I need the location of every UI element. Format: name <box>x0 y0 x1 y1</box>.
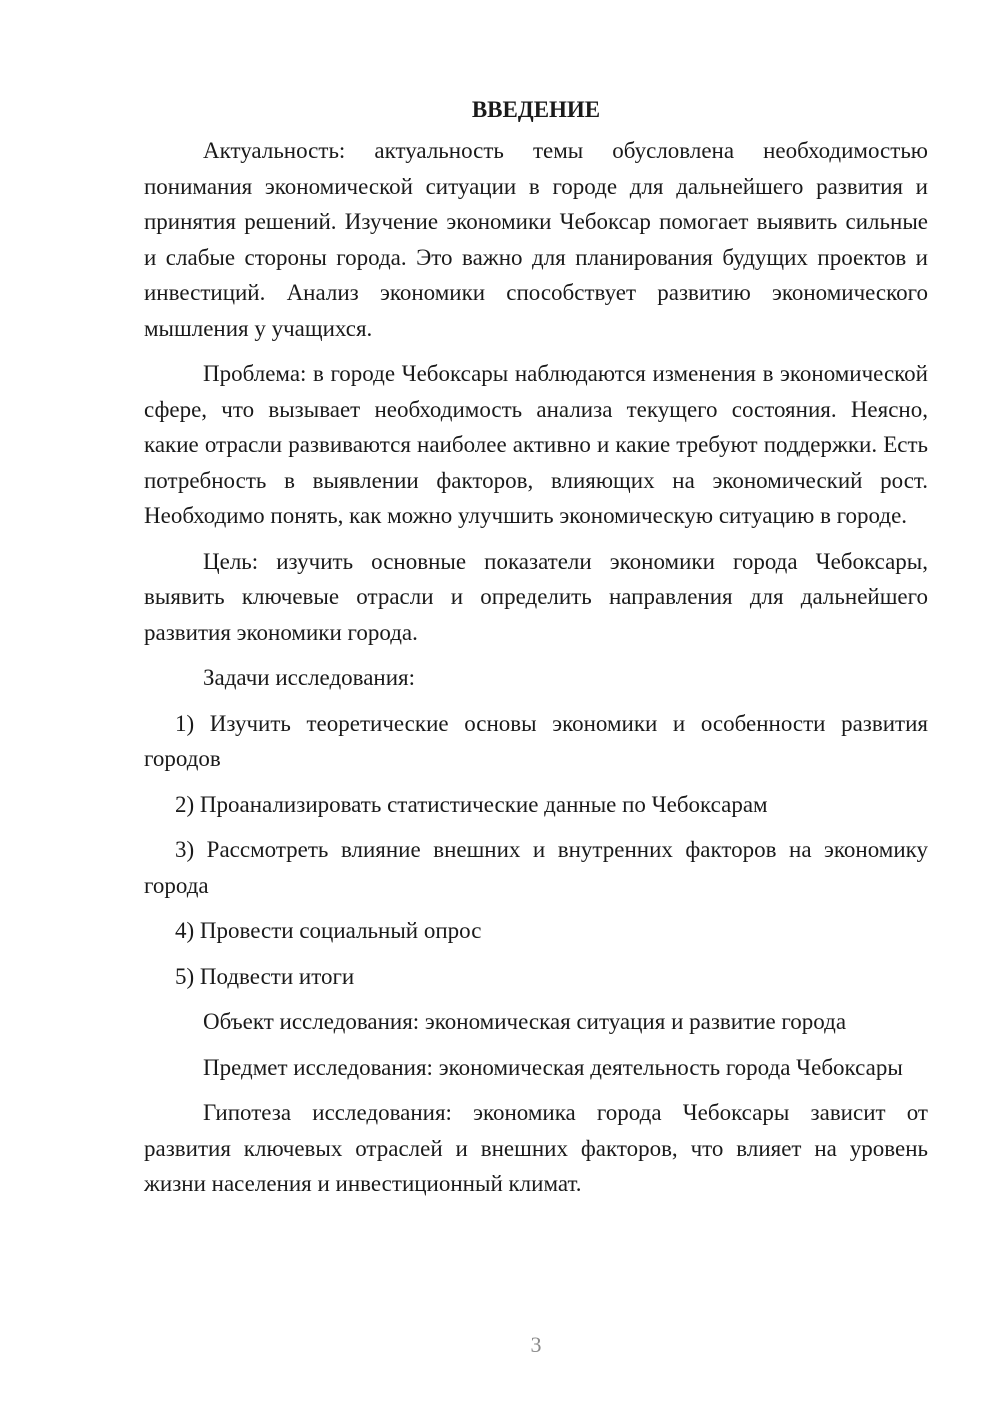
subject-paragraph: Предмет исследования: экономическая деятельность города Чебоксары <box>203 1054 903 1080</box>
object-paragraph: Объект исследования: экономическая ситуация и развитие города <box>203 1009 847 1034</box>
task-item-4: 4) Провести социальный опрос <box>175 918 482 943</box>
task-item-3: 3) Рассмотреть влияние внешних и внутренних факторов на экономику города <box>144 837 928 898</box>
goal-paragraph: Цель: изучить основные показатели экономики города Чебоксары, выявить ключевые отрасли и определить направления для дальнейшего развития экономики города. <box>144 548 928 645</box>
task-item-2: 2) Проанализировать статистические данные по Чебоксарам <box>175 791 768 817</box>
section-title: ВВЕДЕНИЕ <box>471 97 601 122</box>
relevance-paragraph: Актуальность: актуальность темы обусловлена необходимостью понимания экономической ситуации в городе для дальнейшего развития и принятия решений. Изучение экономики Чебоксар помогает выявить сильные и слабые стороны города. Это важно для планирования будущих проектов и инвестиций. Анализ экономики способствует развитию экономического мышления у учащихся. <box>144 138 928 341</box>
document-page <box>144 95 928 1212</box>
task-item-5: 5) Подвести итоги <box>175 963 355 989</box>
hypothesis-paragraph: Гипотеза исследования: экономика города Чебоксары зависит от развития ключевых отраслей и внешних факторов, что влияет на уровень жизни населения и инвестиционный климат. <box>144 1100 928 1196</box>
task-item-1: 1) Изучить теоретические основы экономики и особенности развития городов <box>144 710 928 771</box>
tasks-heading: Задачи исследования: <box>203 665 416 690</box>
page-number: 3 <box>530 1332 542 1357</box>
problem-paragraph: Проблема: в городе Чебоксары наблюдаются изменения в экономической сфере, что вызывает необходимость анализа текущего состояния. Неясно, какие отрасли развиваются наиболее активно и какие требуют поддержки. Есть потребность в выявлении факторов, влияющих на экономический рост. Необходимо понять, как можно улучшить экономическую ситуацию в городе. <box>144 361 928 528</box>
